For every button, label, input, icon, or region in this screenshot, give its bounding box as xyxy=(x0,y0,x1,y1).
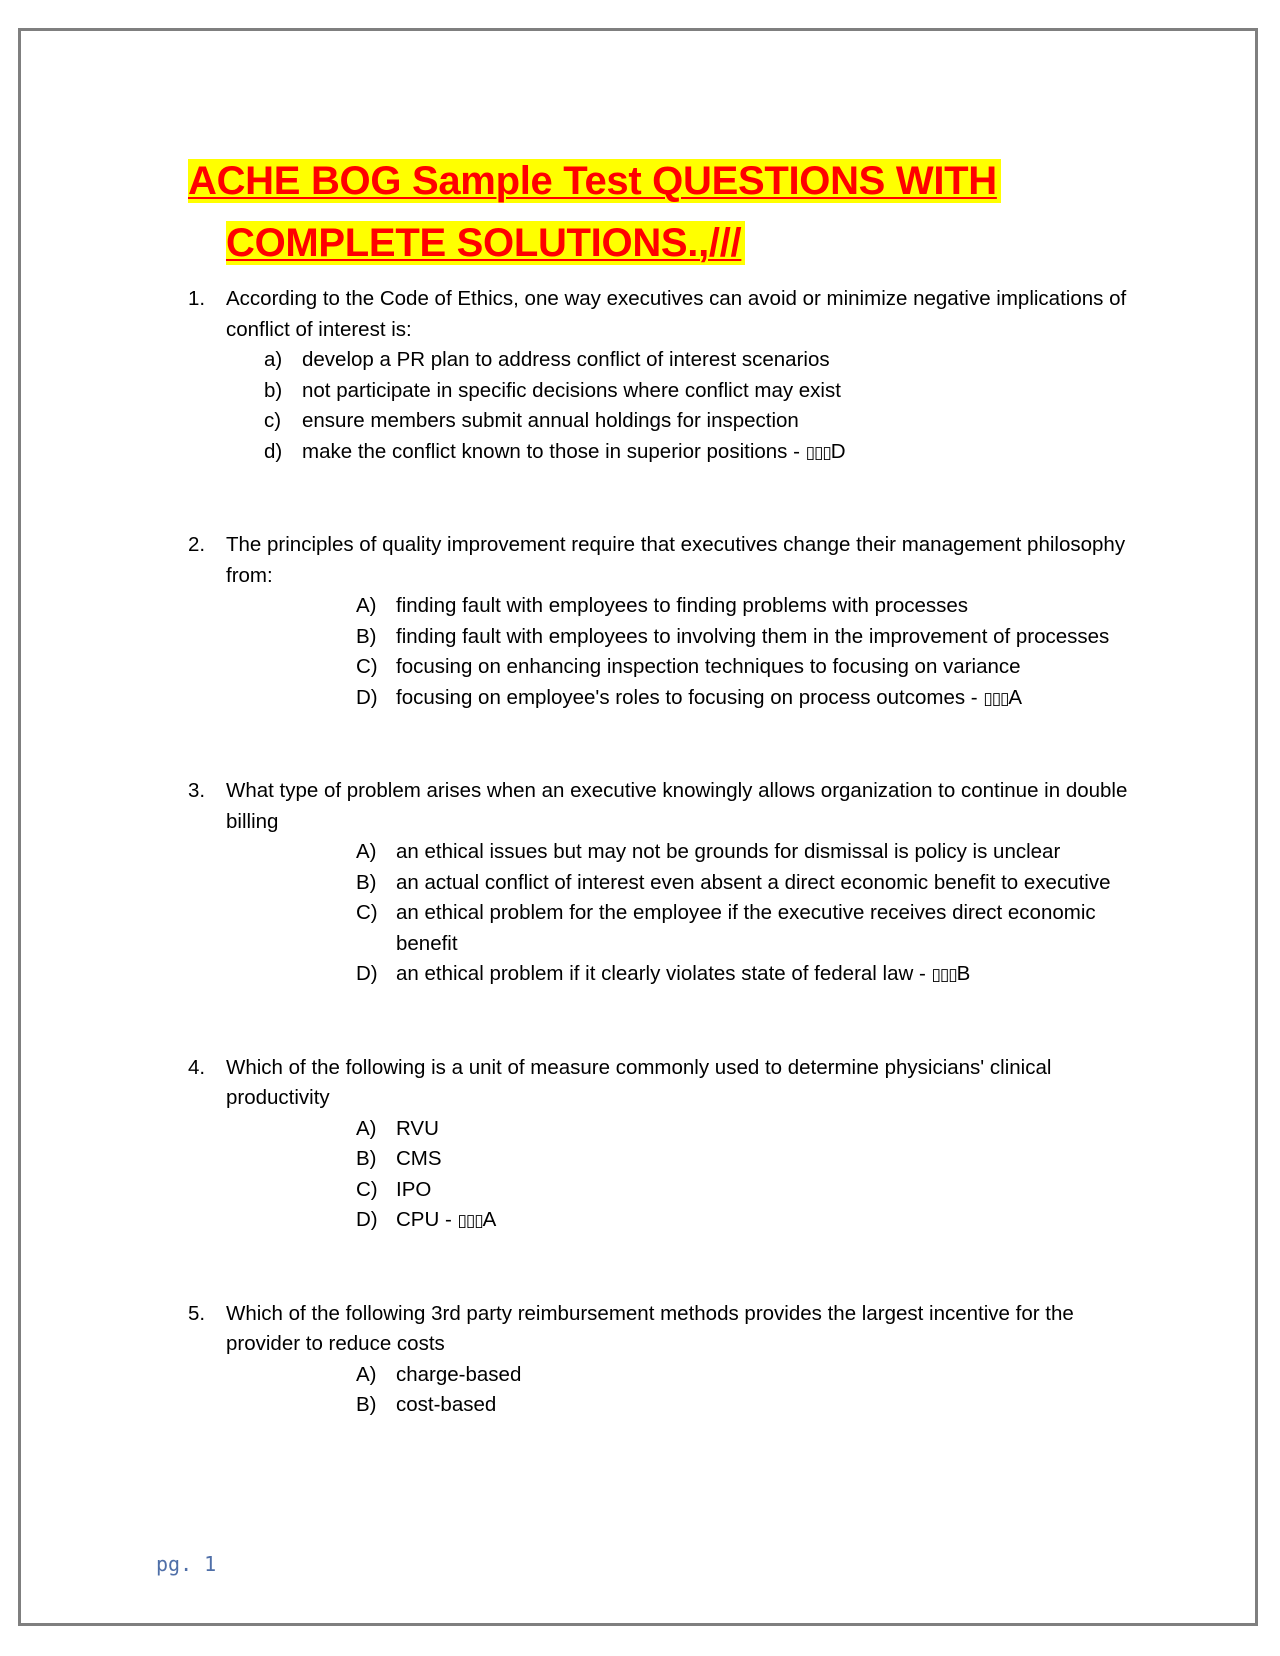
option-d xyxy=(226,437,1128,469)
answer-key: B xyxy=(956,962,971,985)
option-text: focusing on employee's roles to focusing on process outcomes - xyxy=(396,685,984,709)
answer-marker-glyphs: ▯▯▯ xyxy=(457,1211,483,1231)
question-3 xyxy=(188,776,1128,991)
option-text: CPU - xyxy=(396,1208,458,1231)
question-5 xyxy=(188,1299,1128,1421)
option-letter: d) xyxy=(264,439,283,463)
answer-key: A xyxy=(482,1208,497,1231)
option-text: cost-based xyxy=(396,1393,497,1416)
option-list xyxy=(226,1360,1128,1421)
question-number: 2. xyxy=(188,533,206,556)
question-1 xyxy=(188,284,1128,468)
option-a xyxy=(226,345,1128,376)
title-line-2: COMPLETE SOLUTIONS.,/// xyxy=(226,221,745,265)
option-letter: c) xyxy=(264,409,282,432)
option-text: an ethical problem for the employee if the executive receives direct economic benefit xyxy=(396,901,1096,955)
option-letter: D) xyxy=(356,1208,378,1231)
option-letter: B) xyxy=(356,624,377,648)
option-text: an ethical issues but may not be grounds for dismissal is policy is unclear xyxy=(396,840,1061,863)
option-letter: A) xyxy=(356,594,377,617)
option-b xyxy=(226,868,1128,899)
option-letter: a) xyxy=(264,348,283,371)
question-2 xyxy=(188,530,1128,714)
option-text: finding fault with employees to finding problems with processes xyxy=(396,594,969,617)
option-letter: C) xyxy=(356,901,378,924)
document-title xyxy=(188,150,1128,274)
question-number: 4. xyxy=(188,1055,206,1079)
option-text: an ethical problem if it clearly violates state of federal law - xyxy=(396,962,932,985)
option-c xyxy=(226,652,1128,683)
option-letter: C) xyxy=(356,655,378,678)
question-number: 3. xyxy=(188,779,206,802)
option-a xyxy=(226,837,1128,868)
answer-marker-glyphs: ▯▯▯ xyxy=(931,965,957,985)
option-d xyxy=(226,959,1128,991)
question-text: Which of the following is a unit of measure commonly used to determine physicians' clinical productivity xyxy=(226,1055,1052,1109)
option-letter: A) xyxy=(356,1116,377,1140)
option-text: an actual conflict of interest even absent a direct economic benefit to executive xyxy=(396,870,1111,894)
option-c xyxy=(226,898,1128,959)
page-number: pg. 1 xyxy=(156,1552,217,1576)
option-a xyxy=(226,591,1128,622)
answer-key: A xyxy=(1008,685,1023,709)
option-text: make the conflict known to those in superior positions - xyxy=(302,439,806,463)
option-d xyxy=(226,1205,1128,1237)
option-letter: D) xyxy=(356,685,378,709)
option-text: ensure members submit annual holdings for inspection xyxy=(302,409,799,432)
document-body xyxy=(188,150,1128,1483)
option-a xyxy=(226,1114,1128,1145)
option-b xyxy=(226,622,1128,653)
option-b xyxy=(226,1390,1128,1421)
answer-marker-glyphs: ▯▯▯ xyxy=(983,688,1009,709)
option-letter: D) xyxy=(356,962,378,985)
option-text: IPO xyxy=(396,1177,432,1201)
title-line-1: ACHE BOG Sample Test QUESTIONS WITH xyxy=(188,159,1001,203)
option-letter: B) xyxy=(356,1393,377,1416)
option-letter: B) xyxy=(356,870,377,894)
option-text: CMS xyxy=(396,1147,442,1170)
option-letter: b) xyxy=(264,378,283,402)
option-text: finding fault with employees to involving them in the improvement of processes xyxy=(396,624,1110,648)
question-4 xyxy=(188,1053,1128,1237)
question-number: 5. xyxy=(188,1301,206,1325)
option-letter: C) xyxy=(356,1177,378,1201)
option-letter: A) xyxy=(356,1362,377,1386)
option-text: RVU xyxy=(396,1116,439,1140)
option-text: charge-based xyxy=(396,1362,522,1386)
answer-marker-glyphs: ▯▯▯ xyxy=(805,442,831,463)
option-text: focusing on enhancing inspection techniques to focusing on variance xyxy=(396,655,1021,678)
option-b xyxy=(226,1144,1128,1175)
answer-key: D xyxy=(830,439,846,463)
option-list xyxy=(226,345,1128,468)
option-c xyxy=(226,1175,1128,1206)
option-c xyxy=(226,406,1128,437)
option-b xyxy=(226,376,1128,407)
option-list xyxy=(226,591,1128,714)
question-text: Which of the following 3rd party reimbursement methods provides the largest incentive for the provider to reduce costs xyxy=(226,1301,1074,1355)
option-a xyxy=(226,1360,1128,1391)
option-d xyxy=(226,683,1128,715)
option-letter: A) xyxy=(356,840,377,863)
question-number: 1. xyxy=(188,287,206,310)
question-text: The principles of quality improvement require that executives change their management philosophy from: xyxy=(226,533,1126,587)
question-text: What type of problem arises when an executive knowingly allows organization to continue in double billing xyxy=(226,779,1128,833)
question-list xyxy=(188,284,1128,1421)
question-text: According to the Code of Ethics, one way executives can avoid or minimize negative implications of conflict of interest is: xyxy=(226,287,1127,341)
option-letter: B) xyxy=(356,1147,377,1170)
option-list xyxy=(226,1114,1128,1237)
option-list xyxy=(226,837,1128,991)
option-text: develop a PR plan to address conflict of interest scenarios xyxy=(302,348,830,371)
option-text: not participate in specific decisions where conflict may exist xyxy=(302,378,841,402)
